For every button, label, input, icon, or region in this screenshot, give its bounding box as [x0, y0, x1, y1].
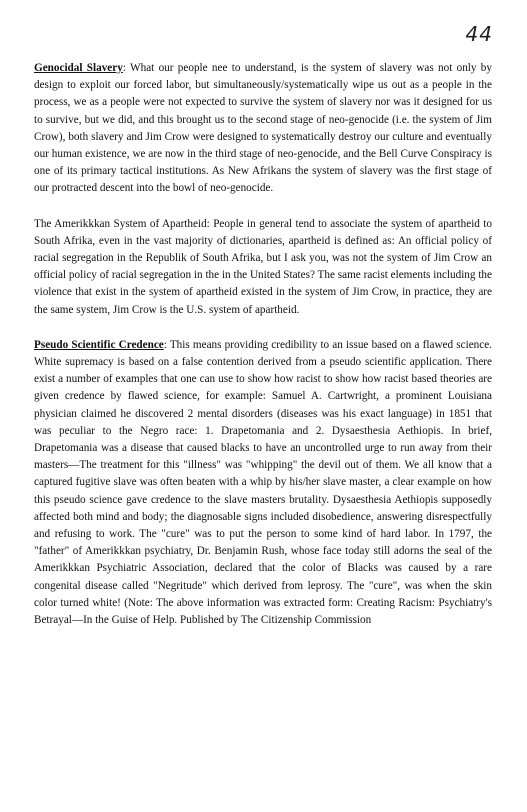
paragraph-apartheid	[34, 216, 492, 319]
section-heading: Pseudo Scientific Credence	[34, 338, 164, 351]
page-number: 44	[465, 22, 493, 46]
section-heading: Genocidal Slavery	[34, 62, 123, 74]
paragraph-text: : This means providing credibility to an issue based on a flawed science. White supremacy is based on a false contention derived from a pseudo scientific application. There exist a number of examples that one can use to show how racist to show how racist based theories are given credence by flawed science, for example: Samuel A. Cartwright, a prominent Louisiana physician claimed he discovered 2 mental disorders (diseases was his exact language) in 1851 that was peculiar to the Negro race: 1. Drapetomania and 2. Dysaesthesia Aethiopis. In brief, Drapetomania was a disease that caused blacks to have an uncontrolled urge to run away from their masters—The treatment for this "illness" was "whipping" the devil out of them. We all know that a captured fugitive slave was often beaten with a whip by his/her slave master, a clear example on how this pseudo science gave credence to the slave masters brutality. Dysaesthesia Aethiopis supposedly affected both mind and body; the diagnosable signs included disobedience, answering disrespectfully and refusing to work. The "cure" was to put the person to some kind of hard labor. In 1797, the "father" of Amerikkkan psychiatry, Dr. Benjamin Rush, whose face today still adorns the seal of the Amerikkkan Psychiatric Association, declared that the color of Blacks was caused by a rare congenital disease called "Negritude" which derived from leprosy. The "cure", was when the skin color turned white! (Note: The above information was extracted form: Creating Racism: Psychiatry's Betrayal—In the Guise of Help. Published by The Citizenship Commission	[34, 338, 492, 627]
paragraph-text: The Amerikkkan System of Apartheid: People in general tend to associate the system of apartheid to South Afrika, even in the vast majority of dictionaries, apartheid is defined as: An official policy of racial segregation in the Republik of South Afrika, but I ask you, was not the system of Jim Crow an official policy of racial segregation in the in the United States? The same racist elements including the violence that exist in the system of apartheid existed in the system of Jim Crow, in practice, they are the same system, Jim Crow is the U.S. system of apartheid.	[34, 217, 492, 316]
document-body	[34, 60, 492, 629]
paragraph-text: : What our people nee to understand, is the system of slavery was not only by design to exploit our forced labor, but simultaneously/systematically wipe us out as a people in the process, we as a people were not expected to survive the system of slavery nor was it designed for us to survive, but we did, and this brought us to the second stage of neo-genocide (i.e. the system of Jim Crow), both slavery and Jim Crow were designed to systematically destroy our culture and eventually our human existence, we are now in the third stage of neo-genocide, and the Bell Curve Conspiracy is one of its primary tactical institutions. As New Afrikans the system of slavery was the first stage of our protracted descent into the bowl of neo-genocide.	[34, 62, 492, 195]
paragraph-pseudo-science	[34, 337, 492, 629]
paragraph-genocidal-slavery	[34, 60, 492, 198]
